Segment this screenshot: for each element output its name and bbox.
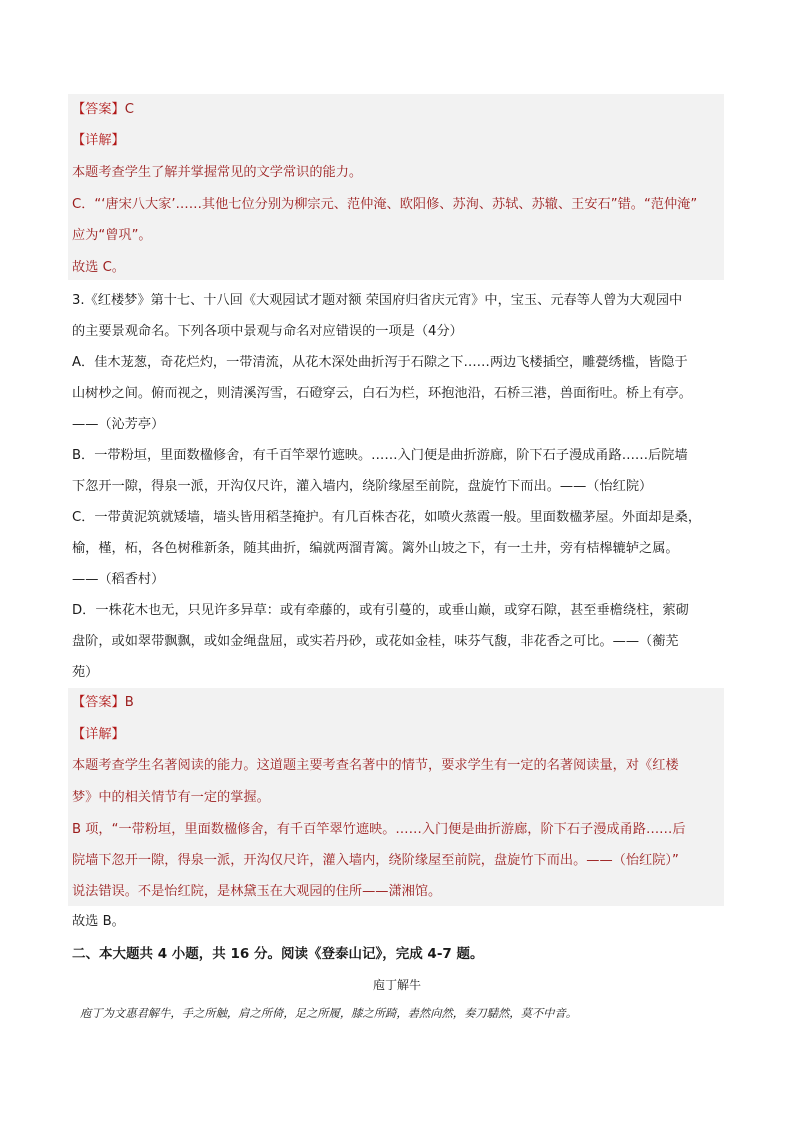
answer-tag: 【答案】	[72, 102, 125, 117]
detail-explain-line: 应为“曾巩”。	[72, 228, 152, 243]
answer-value: B	[124, 695, 134, 710]
option-a-line: 山树杪之间。俯而视之，则清溪泻雪，石磴穿云，白石为栏，环抱池沿，石桥三港，兽面衔吐。桥上有亭。	[72, 386, 692, 401]
option-a-line: A．佳木茏葱，奇花烂灼，一带清流，从花木深处曲折泻于石隙之下……两边飞楼插空，雕甍绣槛，皆隐于	[72, 355, 688, 370]
detail-intro-line: 本题考查学生名著阅读的能力。这道题主要考查名著中的情节，要求学生有一定的名著阅读量，对《红楼	[72, 758, 679, 773]
detail-explain-line: C．“‘唐宋八大家’……其他七位分别为柳宗元、范仲淹、欧阳修、苏洵、苏轼、苏辙、王安石”错。“范仲淹”	[72, 197, 698, 212]
detail-tag: 【详解】	[72, 133, 125, 148]
detail-intro: 本题考查学生了解并掌握常见的文学常识的能力。	[72, 165, 363, 180]
detail-conclusion: 故选 C。	[72, 260, 125, 275]
detail-tag: 【详解】	[72, 727, 125, 742]
answer-line-2	[72, 693, 726, 713]
option-d-line: D．一株花木也无，只见许多异草：或有牵藤的，或有引蔓的，或垂山巅，或穿石隙，甚至垂檐绕柱，萦砌	[72, 603, 689, 618]
detail-explain-line: 院墙下忽开一隙，得泉一派，开沟仅尺许，灌入墙内，绕阶缘屋至前院，盘旋竹下而出。——（怡红院）”	[72, 853, 679, 868]
option-a-line: ——（沁芳亭）	[72, 417, 165, 432]
answer-tag: 【答案】	[72, 695, 125, 710]
answer-value: C	[124, 102, 134, 117]
passage-line: 庖丁为文惠君解牛，手之所触，肩之所倚，足之所履，膝之所踦，砉然向然，奏刀騞然，莫不中音。	[80, 1007, 578, 1020]
answer-block-1	[68, 94, 724, 280]
detail-intro-line: 梦》中的相关情节有一定的掌握。	[72, 790, 270, 805]
detail-conclusion: 故选 B。	[72, 914, 125, 929]
answer-line-1	[72, 100, 726, 120]
option-d-line: 盘阶，或如翠带飘飘，或如金绳盘屈，或实若丹砂，或花如金桂，味芬气馥，非花香之可比。——（蘅芜	[72, 634, 679, 649]
option-b-line: 下忽开一隙，得泉一派，开沟仅尺许，灌入墙内，绕阶缘屋至前院，盘旋竹下而出。——（怡红院）	[72, 479, 653, 494]
section-heading: 二、本大题共 4 小题，共 16 分。阅读《登泰山记》，完成 4-7 题。	[72, 946, 484, 962]
question-stem-line: 的主要景观命名。下列各项中景观与命名对应错误的一项是（4分）	[72, 324, 463, 339]
passage-title: 庖丁解牛	[372, 978, 421, 992]
option-c-line: ——（稻香村）	[72, 572, 165, 587]
option-d-line: 苑）	[72, 665, 99, 680]
option-c-line: 榆，槿，柘，各色树稚新条，随其曲折，编就两溜青篱。篱外山坡之下，有一土井，旁有桔槔辘轳之属。	[72, 541, 679, 556]
option-c-line: C．一带黄泥筑就矮墙，墙头皆用稻茎掩护。有几百株杏花，如喷火蒸霞一般。里面数楹茅屋。外面却是桑，	[72, 510, 702, 525]
option-b-line: B．一带粉垣，里面数楹修舍，有千百竿翠竹遮映。……入门便是曲折游廊，阶下石子漫成甬路……后院墙	[72, 448, 688, 463]
question-stem-line: 3.《红楼梦》第十七、十八回《大观园试才题对额 荣国府归省庆元宵》中，宝玉、元春等人曾为大观园中	[72, 293, 683, 308]
detail-explain-line: B 项，“一带粉垣，里面数楹修舍，有千百竿翠竹遮映。……入门便是曲折游廊，阶下石子漫成甬路……后	[72, 822, 686, 837]
detail-explain-line: 说法错误。不是怡红院，是林黛玉在大观园的住所——潇湘馆。	[72, 884, 442, 899]
